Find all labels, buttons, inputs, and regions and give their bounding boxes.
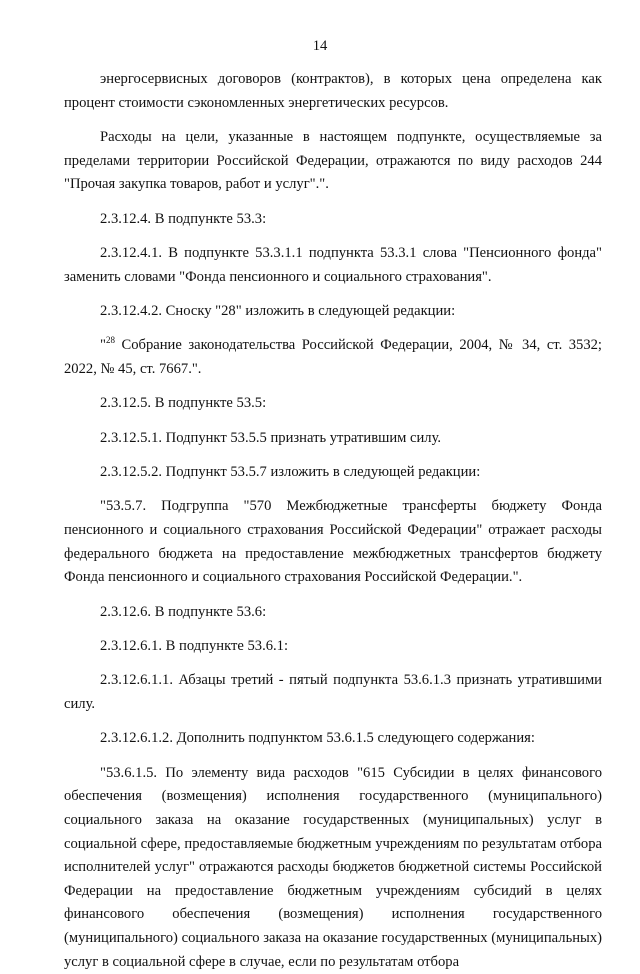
paragraph: 2.3.12.4. В подпункте 53.3: [100, 210, 267, 227]
paragraph: 2.3.12.5.2. Подпункт 53.5.7 изложить в следующей редакции: [100, 464, 481, 481]
paragraph: 2.3.12.5.1. Подпункт 53.5.5 признать утратившим силу. [100, 429, 442, 446]
paragraph: 2.3.12.6.1.1. Абзацы третий - пятый подпункта 53.6.1.3 признать утратившими силу. [64, 672, 602, 713]
paragraph: 2.3.12.6.1. В подпункте 53.6.1: [100, 638, 289, 655]
quote-mark: " [100, 337, 106, 354]
footnote-paragraph [64, 334, 602, 381]
paragraph: 2.3.12.6. В подпункте 53.6: [100, 603, 267, 620]
document-body [64, 68, 602, 974]
footnote-marker: 28 [105, 335, 115, 346]
paragraph: 2.3.12.4.2. Сноску "28" изложить в следующей редакции: [100, 302, 456, 319]
paragraph: "53.5.7. Подгруппа "570 Межбюджетные трансферты бюджету Фонда пенсионного и социального страхования Российской Федерации" отражает расходы федерального бюджета на предоставление межбюджетных трансфертов бюджету Фонда пенсионного и социального страхования Российской Федерации.". [64, 498, 602, 586]
paragraph: 2.3.12.4.1. В подпункте 53.3.1.1 подпункта 53.3.1 слова "Пенсионного фонда" заменить словами "Фонда пенсионного и социального страхования". [64, 244, 602, 285]
paragraph: 2.3.12.6.1.2. Дополнить подпунктом 53.6.1.5 следующего содержания: [100, 730, 535, 747]
page-number: 14 [312, 38, 328, 54]
paragraph: энергосервисных договоров (контрактов), в которых цена определена как процент стоимости сэкономленных энергетических ресурсов. [64, 71, 602, 111]
footnote-text: Собрание законодательства Российской Федерации, 2004, № 34, ст. 3532; 2022, № 45, ст. 7667.". [64, 337, 602, 377]
paragraph: 2.3.12.5. В подпункте 53.5: [100, 395, 267, 412]
paragraph: Расходы на цели, указанные в настоящем подпункте, осуществляемые за пределами территории Российской Федерации, отражаются по виду расходов 244 "Прочая закупка товаров, работ и услуг".". [64, 128, 602, 193]
paragraph: "53.6.1.5. По элементу вида расходов "615 Субсидии в целях финансового обеспечения (возмещения) исполнения государственного (муниципального) социального заказа на оказание государственных (муниципальных) услуг в социальной сфере, предоставляемые бюджетным учреждениям по результатам отбора исполнителей услуг" отражаются расходы бюджетов бюджетной системы Российской Федерации на предоставление бюджетным учреждениям субсидий в целях финансового обеспечения (возмещения) исполнения государственного (муниципального) социального заказа на оказание государственных (муниципальных) услуг в социальной сфере в случае, если по результатам отбора [64, 764, 602, 970]
